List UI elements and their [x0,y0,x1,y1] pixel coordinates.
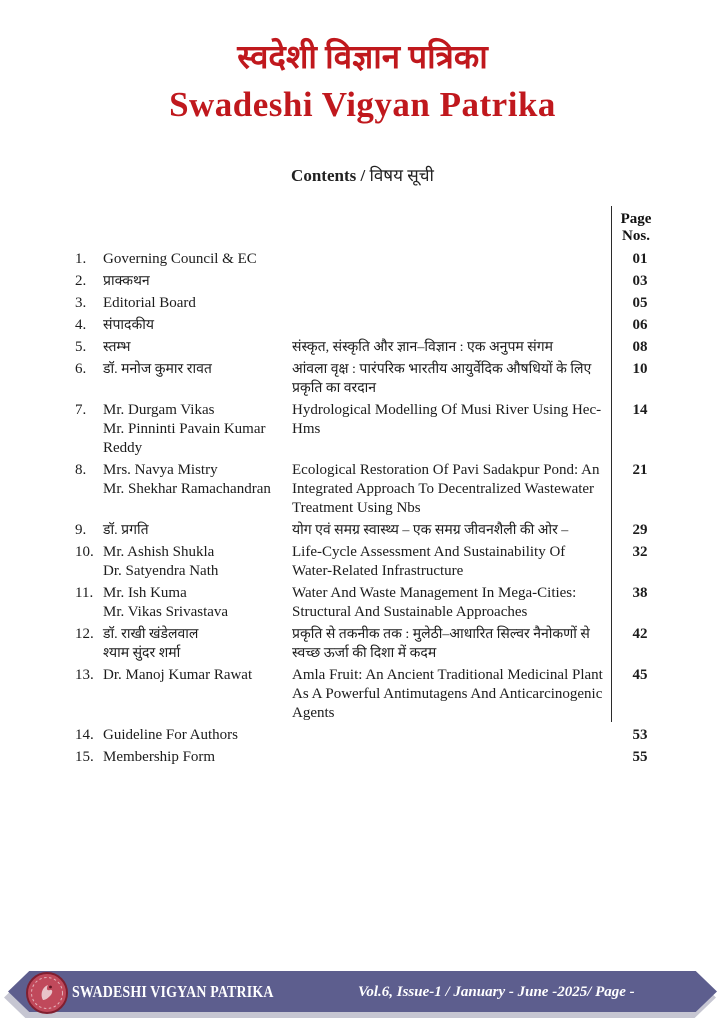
toc-item-number: 6. [75,361,87,377]
toc-item-title [292,272,611,291]
toc-row [75,748,669,767]
author-line: Mrs. Navya Mistry [103,462,218,478]
toc-item-title: Amla Fruit: An Ancient Traditional Medicinal Plant As A Powerful Antimutagens And Anticarcinogenic Agents [292,667,603,721]
toc-item-number: 15. [75,749,94,765]
toc-item-page: 55 [632,749,648,765]
toc-row [75,625,669,663]
toc-item-authors [103,666,292,723]
contents-label-hindi: विषय सूची [369,166,434,185]
toc-item-authors [103,250,292,269]
toc-row [75,584,669,622]
toc-item-page: 08 [632,339,648,355]
toc-row [75,401,669,458]
journal-title-hindi: स्वदेशी विज्ञान पत्रिका [237,40,488,76]
toc-item-page: 01 [632,251,648,267]
toc-item-number: 14. [75,727,94,743]
author-line: स्तम्भ [103,340,131,355]
author-line: Editorial Board [103,295,196,311]
author-line: Membership Form [103,749,216,765]
toc-item-authors [103,401,292,458]
toc-item-page: 05 [632,295,648,311]
toc-item-title: Ecological Restoration Of Pavi Sadakpur Pond: An Integrated Approach To Decentralized Wastewater Treatment Using Nbs [292,462,600,516]
toc-item-title: Water And Waste Management In Mega-Cities: Structural And Sustainable Approaches [292,585,577,620]
author-line: प्राक्कथन [103,274,150,289]
toc-item-number: 8. [75,462,87,478]
toc-item-page: 03 [632,273,648,289]
toc-item-authors [103,543,292,581]
author-line: डॉ. राखी खंडेलवाल [103,627,199,642]
toc-row [75,316,669,335]
toc-item-number: 12. [75,626,94,642]
toc-item-page: 14 [632,402,648,418]
author-line: Mr. Ashish Shukla [103,544,215,560]
toc-item-page: 45 [632,667,648,683]
contents-label: Contents [291,166,357,185]
toc-row [75,294,669,313]
swadeshi-emblem-icon [26,972,68,1014]
toc-item-number: 3. [75,295,87,311]
toc-item-authors [103,584,292,622]
toc-item-authors [103,316,292,335]
toc-row [75,272,669,291]
author-line: श्याम सुंदर शर्मा [103,646,181,661]
author-line: Dr. Satyendra Nath [103,563,219,579]
toc-item-authors [103,272,292,291]
toc-row [75,338,669,357]
contents-heading [0,163,725,186]
toc-item-title [292,250,611,269]
author-line: Dr. Manoj Kumar Rawat [103,667,253,683]
author-line: Guideline For Authors [103,727,238,743]
author-line: Mr. Vikas Srivastava [103,604,229,620]
author-line: Mr. Ish Kuma [103,585,187,601]
toc-row [75,521,669,540]
author-line: Mr. Durgam Vikas [103,402,215,418]
toc-item-number: 4. [75,317,87,333]
toc-item-page: 21 [632,462,648,478]
toc-item-authors [103,625,292,663]
toc-row [75,726,669,745]
toc-item-authors [103,294,292,313]
toc-item-title: Life-Cycle Assessment And Sustainability Of Water-Related Infrastructure [292,544,566,579]
toc-item-page: 06 [632,317,648,333]
toc-item-title [292,748,611,767]
toc-item-authors [103,726,292,745]
toc-item-title [292,294,611,313]
toc-item-title: Hydrological Modelling Of Musi River Using Hec-Hms [292,402,602,437]
toc-item-page: 38 [632,585,648,601]
toc-row [75,360,669,398]
toc-item-authors [103,360,292,398]
footer-issue-info: Vol.6, Issue-1 / January - June -2025/ Page - [358,984,635,1000]
toc-item-page: 42 [632,626,648,642]
toc-item-page: 53 [632,727,648,743]
page-nos-column-header [612,211,660,245]
toc-item-number: 13. [75,667,94,683]
toc-item-page: 32 [632,544,648,560]
page-nos-line2: Nos. [622,228,650,244]
toc-item-title: आंवला वृक्ष : पारंपरिक भारतीय आयुर्वेदिक औषधियों के लिए प्रकृति का वरदान [292,362,592,396]
author-line: डॉ. प्रगति [103,523,149,538]
toc-item-title [292,726,611,745]
toc-item-number: 2. [75,273,87,289]
toc-list [75,250,669,770]
toc-row [75,461,669,518]
toc-item-page: 29 [632,522,648,538]
toc-item-authors [103,461,292,518]
toc-item-authors [103,338,292,357]
toc-row [75,543,669,581]
toc-item-number: 10. [75,544,94,560]
footer-brand-text: SWADESHI VIGYAN PATRIKA [72,982,274,1001]
contents-separator: / [356,166,370,185]
author-line: डॉ. मनोज कुमार रावत [103,362,212,377]
journal-title-english: Swadeshi Vigyan Patrika [169,85,556,124]
toc-item-page: 10 [632,361,648,377]
author-line: Mr. Pinninti Pavain Kumar Reddy [103,421,266,456]
page-nos-line1: Page [620,211,652,227]
toc-item-number: 9. [75,522,87,538]
author-line: संपादकीय [103,318,154,333]
toc-row [75,666,669,723]
toc-item-title: प्रकृति से तकनीक तक : मुलेठी–आधारित सिल्वर नैनोकणों से स्वच्छ ऊर्जा की दिशा में कदम [292,627,590,661]
toc-item-number: 1. [75,251,87,267]
author-line: Governing Council & EC [103,251,257,267]
toc-item-authors [103,748,292,767]
toc-row [75,250,669,269]
toc-item-title: योग एवं समग्र स्वास्थ्य – एक समग्र जीवनशैली की ओर – [292,523,569,538]
toc-item-number: 7. [75,402,87,418]
toc-item-authors [103,521,292,540]
toc-item-title: संस्कृत, संस्कृति और ज्ञान–विज्ञान : एक अनुपम संगम [292,340,553,355]
author-line: Mr. Shekhar Ramachandran [103,481,271,497]
toc-item-number: 11. [75,585,94,601]
toc-item-number: 5. [75,339,87,355]
toc-item-title [292,316,611,335]
